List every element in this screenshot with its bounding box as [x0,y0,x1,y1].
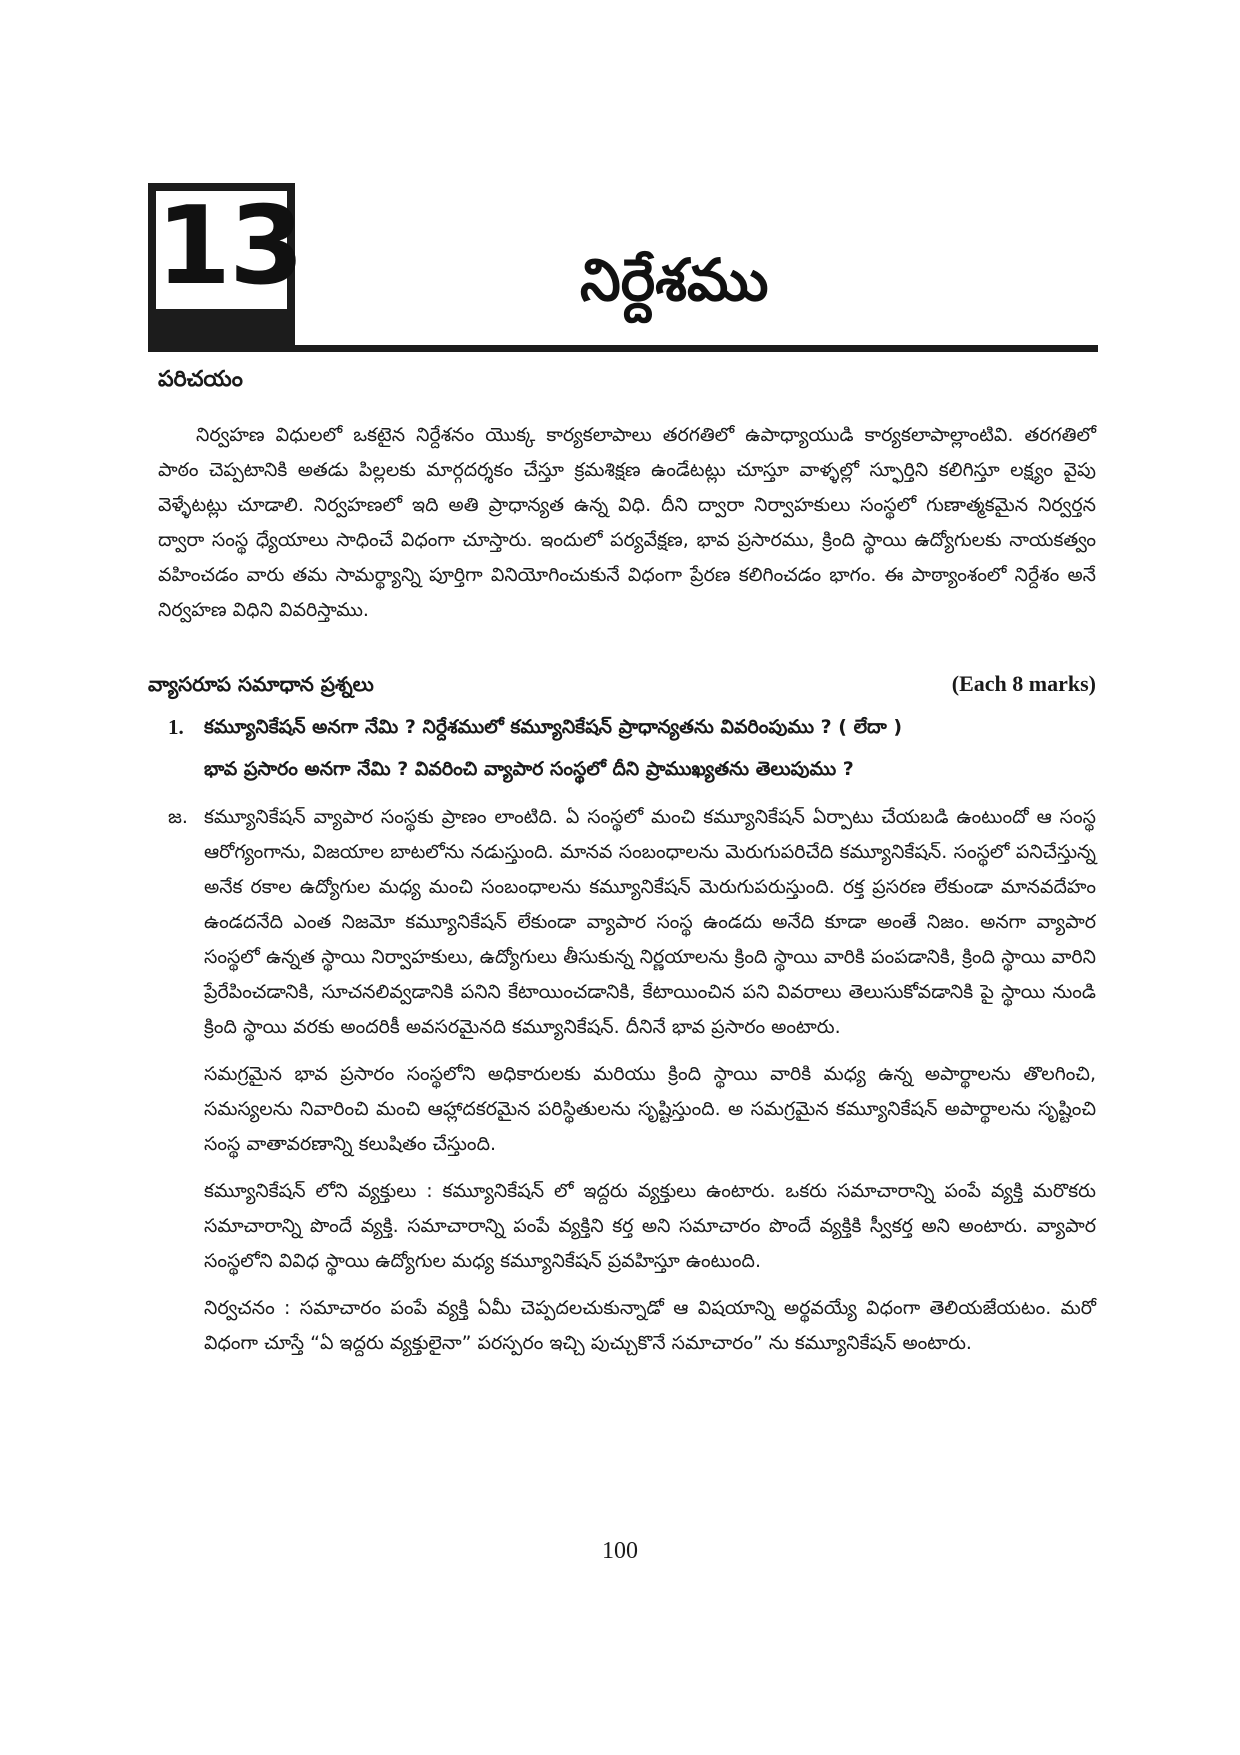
answer-paragraph-2: సమగ్రమైన భావ ప్రసారం సంస్థలోని అధికారులకు మరియు క్రింది స్థాయి వారికి మధ్య ఉన్న అపార్థాలను తొలగించి, సమస్యలను నివారించి మంచి ఆహ్లాదకరమైన పరిస్థితులను సృష్టిస్తుంది. అ సమగ్రమైన కమ్యూనికేషన్ అపార్థాలను సృష్టించి సంస్థ వాతావరణాన్ని కలుషితం చేస్తుంది. [204,1063,1096,1155]
marks-note: (Each 8 marks) [951,671,1096,696]
chapter-number-box [148,183,303,348]
intro-heading: పరిచయం [158,367,243,392]
section-header-row [148,666,1096,702]
answer-label: జ. [168,806,188,828]
answer-paragraph-4: నిర్వచనం : సమాచారం పంపే వ్యక్తి ఏమీ చెప్పదలచుకున్నాడో ఆ విషయాన్ని అర్థవయ్యే విధంగా తెలియజేయటం. మరో విధంగా చూస్తే “ఏ ఇద్దరు వ్యక్తులైనా” పరస్పరం ఇచ్చి పుచ్చుకొనే సమాచారం” ను కమ్యూనికేషన్ అంటారు. [204,1297,1096,1354]
chapter-title: నిర్దేశము [580,246,769,314]
chapter-number: 13 [156,184,303,309]
section-heading: వ్యాసరూప సమాధాన ప్రశ్నలు [148,672,374,696]
answer-paragraph-1: కమ్యూనికేషన్ వ్యాపార సంస్థకు ప్రాణం లాంటిది. ఏ సంస్థలో మంచి కమ్యూనికేషన్ ఏర్పాటు చేయబడి ఉంటుందో ఆ సంస్థ ఆరోగ్యంగాను, విజయాల బాటలోను నడుస్తుంది. మానవ సంబంధాలను మెరుగుపరిచేది కమ్యూనికేషన్. సంస్థలో పనిచేస్తున్న అనేక రకాల ఉద్యోగుల మధ్య మంచి సంబంధాలను కమ్యూనికేషన్ మెరుగుపరుస్తుంది. రక్త ప్రసరణ లేకుండా మానవదేహం ఉండదనేది ఎంత నిజమో కమ్యూనికేషన్ లేకుండా వ్యాపార సంస్థ ఉండదు అనేది కూడా అంతే నిజం. అనగా వ్యాపార సంస్థలో ఉన్నత స్థాయి నిర్వాహకులు, ఉద్యోగులు తీసుకున్న నిర్ణయాలను క్రింది స్థాయి వారికి పంపడానికి, క్రింది స్థాయి వారిని ప్రేరేపించడానికి, సూచనలివ్వడానికి పనిని కేటాయించడానికి, కేటాయించిన పని వివరాలు తెలుసుకోవడానికి పై స్థాయి నుండి క్రింది స్థాయి వరకు అందరికీ అవసరమైనది కమ్యూనికేషన్. దీనినే భావ ప్రసారం అంటారు. [204,806,1096,1038]
title-rule [148,345,1098,352]
question-line-1: కమ్యూనికేషన్ అనగా నేమి ? నిర్దేశములో కమ్యూనికేషన్ ప్రాధాన్యతను వివరింపుము ? ( లేదా ) [204,716,903,738]
question-line-2: భావ ప్రసారం అనగా నేమి ? వివరించి వ్యాపార సంస్థలో దీని ప్రాముఖ్యతను తెలుపుము ? [204,758,854,780]
chapter-number-frame [156,184,303,309]
question-number: 1. [168,715,184,739]
page-number: 100 [602,1538,638,1564]
question-text [204,706,1084,790]
intro-paragraph: నిర్వహణ విధులలో ఒకటైన నిర్దేశనం యొక్క కార్యకలాపాలు తరగతిలో ఉపాధ్యాయుడి కార్యకలాపాల్లాంటివి. తరగతిలో పాఠం చెప్పటానికి అతడు పిల్లలకు మార్గదర్శకం చేస్తూ క్రమశిక్షణ ఉండేటట్లు చూస్తూ వాళ్ళల్లో స్ఫూర్తిని కలిగిస్తూ లక్ష్యం వైపు వెళ్ళేటట్లు చూడాలి. నిర్వహణలో ఇది అతి ప్రాధాన్యత ఉన్న విధి. దీని ద్వారా నిర్వాహకులు సంస్థలో గుణాత్మకమైన నిర్వర్తన ద్వారా సంస్థ ధ్యేయాలు సాధించే విధంగా చూస్తారు. ఇందులో పర్యవేక్షణ, భావ ప్రసారము, క్రింది స్థాయి ఉద్యోగులకు నాయకత్వం వహించడం వారు తమ సామర్థ్యాన్ని పూర్తిగా వినియోగించుకునే విధంగా ప్రేరణ కలిగించడం భాగం. ఈ పాఠ్యాంశంలో నిర్దేశం అనే నిర్వహణ విధిని వివరిస్తాము. [158,424,1096,621]
answer-paragraph-3: కమ్యూనికేషన్ లోని వ్యక్తులు : కమ్యూనికేషన్ లో ఇద్దరు వ్యక్తులు ఉంటారు. ఒకరు సమాచారాన్ని పంపే వ్యక్తి మరొకరు సమాచారాన్ని పొందే వ్యక్తి. సమాచారాన్ని పంపే వ్యక్తిని కర్త అని సమాచారం పొందే వ్యక్తికి స్వీకర్త అని అంటారు. వ్యాపార సంస్థలోని వివిధ స్థాయి ఉద్యోగుల మధ్య కమ్యూనికేషన్ ప్రవహిస్తూ ఉంటుంది. [204,1180,1096,1272]
answer-body [204,800,1096,1373]
